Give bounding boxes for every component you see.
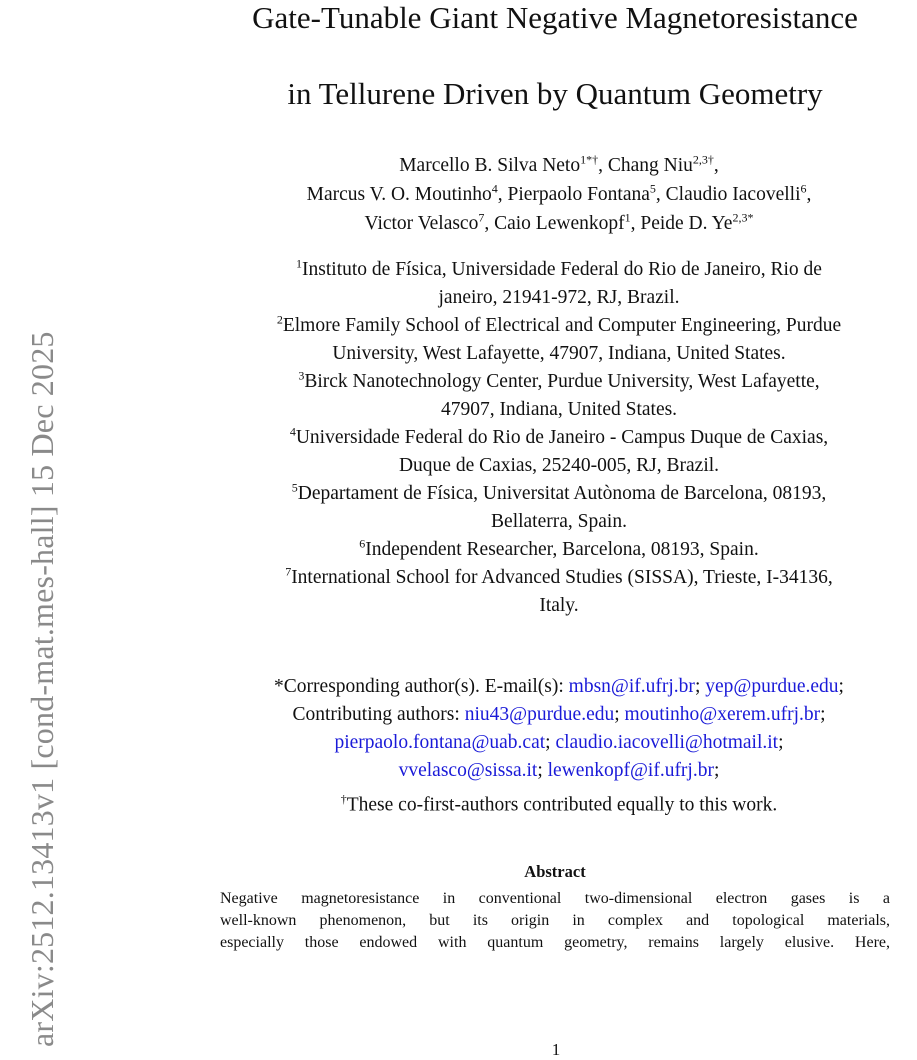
abstract-heading: Abstract (524, 862, 586, 881)
affiliation-text: janeiro, 21941-972, RJ, Brazil. (438, 287, 680, 308)
arxiv-sidebar (4, 0, 60, 1059)
equal-contribution-note (190, 785, 917, 820)
author-name: Marcus V. O. Moutinho (306, 184, 492, 205)
abstract-line: well-known phenomenon, but its origin in complex and topological materials, (220, 912, 890, 929)
dagger-marker: † (340, 792, 347, 806)
abstract-line: Negative magnetoresistance in conventional two-dimensional electron gases is a (220, 890, 890, 907)
affiliation-text: International School for Advanced Studies (SISSA), Trieste, I-34136, (291, 567, 833, 588)
author-line (190, 209, 917, 238)
email-link[interactable]: pierpaolo.fontana@uab.cat (334, 732, 546, 753)
affiliation-list (190, 256, 917, 620)
affiliation-number: 5 (291, 480, 298, 495)
affiliation (190, 480, 917, 536)
contributing-label: Contributing authors: (292, 704, 460, 725)
author-separator: , (598, 155, 608, 176)
paper-title-line-2: in Tellurene Driven by Quantum Geometry (287, 76, 823, 111)
contributing-line: vvelasco@sissa.it; lewenkopf@if.ufrj.br; (398, 760, 720, 781)
arxiv-identifier: arXiv:2512.13413v1 [cond-mat.mes-hall] 15 Dec 2025 (24, 331, 60, 1047)
affiliation-text: Italy. (539, 595, 579, 616)
author-line (190, 180, 917, 209)
affiliation-text: Departament de Física, Universitat Autònoma de Barcelona, 08193, (297, 483, 827, 504)
author-separator: , (655, 184, 666, 205)
affiliation-text: Universidade Federal do Rio de Janeiro - Campus Duque de Caxias, (295, 427, 829, 448)
affiliation-text: Independent Researcher, Barcelona, 08193, Spain. (365, 539, 759, 560)
author-separator: , (630, 213, 641, 234)
abstract-line: especially those endowed with quantum geometry, remains largely elusive. Here, (220, 934, 890, 951)
affiliation-number: 7 (285, 564, 292, 579)
affiliation-text: Bellaterra, Spain. (491, 511, 627, 532)
affiliation-text: Elmore Family School of Electrical and Computer Engineering, Purdue (282, 315, 842, 336)
affiliation (190, 256, 917, 312)
email-link[interactable]: moutinho@xerem.ufrj.br (624, 704, 821, 725)
affiliation-text: Duque de Caxias, 25240-005, RJ, Brazil. (398, 455, 720, 476)
equal-contribution-text: These co-first-authors contributed equally to this work. (346, 794, 778, 816)
affiliation (190, 536, 917, 564)
abstract-body (220, 888, 890, 954)
email-link[interactable]: vvelasco@sissa.it (398, 760, 538, 781)
author-affiliation-marker: 2,3* (732, 210, 754, 225)
contributing-line: pierpaolo.fontana@uab.cat; claudio.iacovelli@hotmail.it; (334, 732, 784, 753)
email-link[interactable]: claudio.iacovelli@hotmail.it (555, 732, 779, 753)
affiliation-text: 47907, Indiana, United States. (440, 399, 678, 420)
author-name: Pierpaolo Fontana (507, 184, 650, 205)
author-separator: , (497, 184, 508, 205)
affiliation-text: Instituto de Física, Universidade Federal do Rio de Janeiro, Rio de (302, 259, 822, 280)
author-separator: , (713, 155, 719, 176)
paper-title-line-1: Gate-Tunable Giant Negative Magnetoresistance (252, 0, 858, 35)
author-name: Peide D. Ye (640, 213, 733, 234)
author-name: Marcello B. Silva Neto (399, 155, 581, 176)
affiliation (190, 424, 917, 480)
author-affiliation-marker: 4 (491, 181, 498, 196)
author-list (190, 151, 917, 238)
page-number: 1 (551, 1040, 561, 1059)
email-link[interactable]: mbsn@if.ufrj.br (568, 676, 695, 697)
affiliation-number: 2 (276, 312, 283, 327)
affiliation-number: 1 (296, 256, 303, 271)
affiliation (190, 312, 917, 368)
author-name: Victor Velasco (364, 213, 479, 234)
correspondence-block (190, 673, 917, 820)
corresponding-label: *Corresponding author(s). E-mail(s): (274, 676, 564, 697)
affiliation (190, 564, 917, 620)
email-link[interactable]: lewenkopf@if.ufrj.br (547, 760, 714, 781)
affiliation-number: 6 (359, 536, 366, 551)
author-affiliation-marker: 6 (800, 181, 807, 196)
author-separator: , (806, 184, 812, 205)
author-affiliation-marker: 1 (624, 210, 631, 225)
author-affiliation-marker: 5 (649, 181, 656, 196)
affiliation-text: Birck Nanotechnology Center, Purdue University, West Lafayette, (304, 371, 820, 392)
author-separator: , (484, 213, 495, 234)
affiliation (190, 368, 917, 424)
email-link[interactable]: niu43@purdue.edu (464, 704, 615, 725)
contributing-line: Contributing authors: niu43@purdue.edu; moutinho@xerem.ufrj.br; (292, 704, 826, 725)
author-affiliation-marker: 7 (478, 210, 485, 225)
author-affiliation-marker: 1*† (580, 152, 599, 167)
author-name: Claudio Iacovelli (665, 184, 801, 205)
affiliation-number: 4 (289, 424, 296, 439)
affiliation-text: University, West Lafayette, 47907, Indiana, United States. (332, 343, 786, 364)
author-line (190, 151, 917, 180)
affiliation-number: 3 (298, 368, 305, 383)
author-affiliation-marker: 2,3† (692, 152, 714, 167)
author-name: Chang Niu (607, 155, 693, 176)
author-name: Caio Lewenkopf (494, 213, 625, 234)
corresponding-line: *Corresponding author(s). E-mail(s): mbsn@if.ufrj.br; yep@purdue.edu; (274, 676, 844, 697)
email-link[interactable]: yep@purdue.edu (705, 676, 839, 697)
